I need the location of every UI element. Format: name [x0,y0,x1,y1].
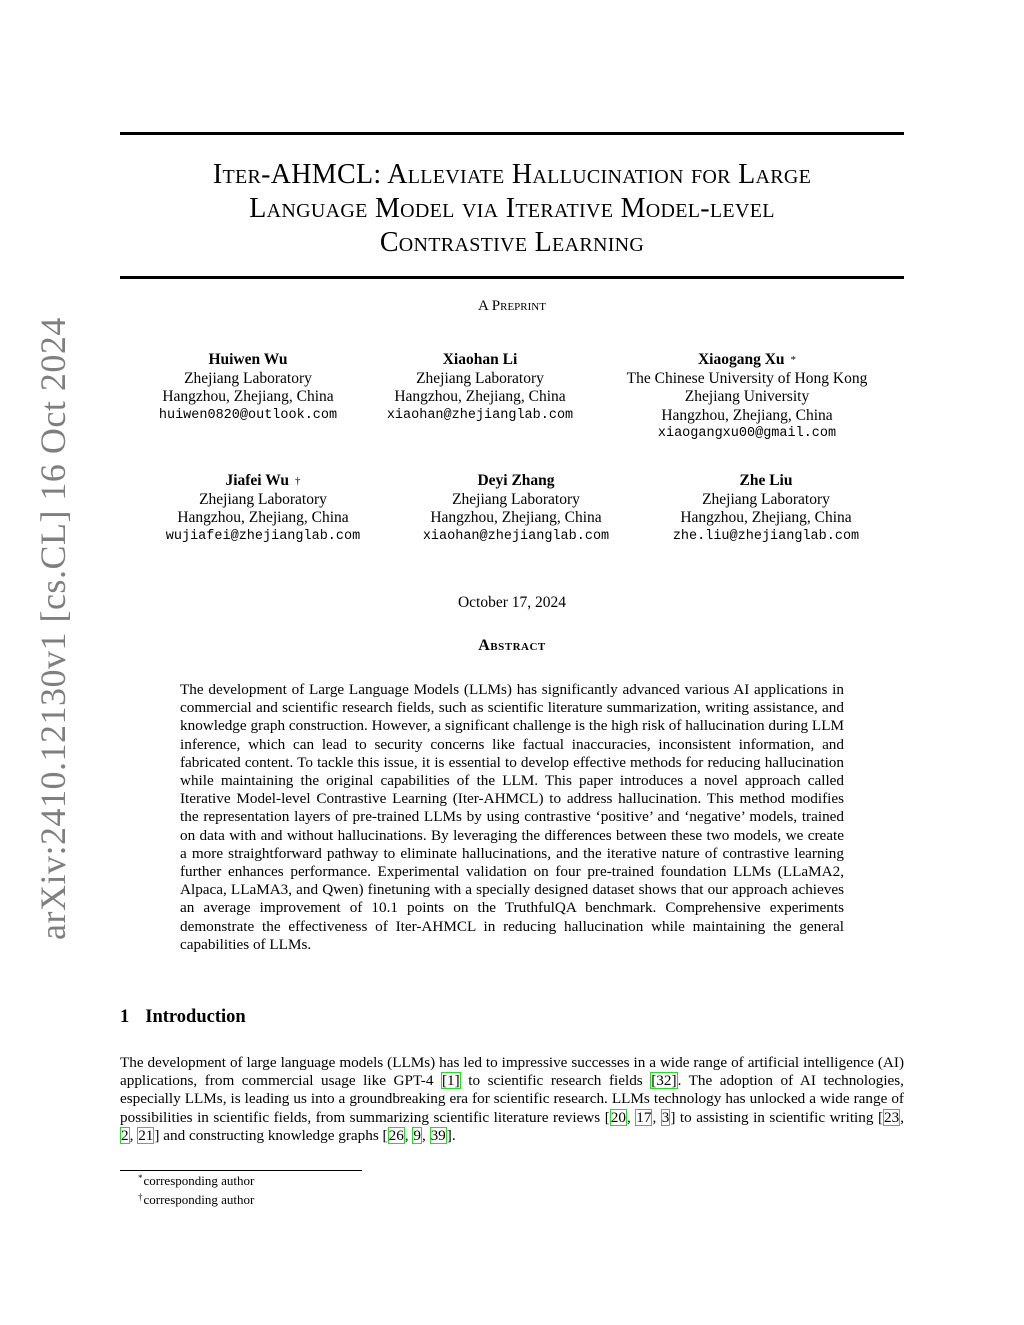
author-affiliation: Hangzhou, Zhejiang, China [680,509,852,526]
author-block [370,351,590,425]
intro-paragraph: The development of large language models (LLMs) has led to impressive successes in a wide range of artificial intelligence (AI) applications, from commercial usage like GPT-4 [1] to scientific research fields [32]. The adoption of AI technologies, especially LLMs, is leading us into a groundbreaking era for scientific research. LLMs technology has unlocked a wide range of possibilities in scientific fields, from summarizing scientific literature reviews [20, 17, 3] to assisting in scientific writing [23, 2, 21] and constructing knowledge graphs [26, 9, 39]. [120,1054,904,1144]
author-email: huiwen0820@outlook.com [158,407,338,423]
author-affiliation: Hangzhou, Zhejiang, China [661,406,833,424]
section-number: 1 [120,1007,130,1027]
citation-link[interactable]: 26 [388,1126,404,1144]
footnote [138,1192,254,1208]
author-email: zhe.liu@zhejianglab.com [672,528,860,544]
author-block [148,472,378,546]
author-mark: * [790,354,797,366]
title-line-2: Language Model via Iterative Model-level [249,193,775,224]
footnote-mark: † [138,1192,143,1202]
author-block [401,472,631,546]
citation-link[interactable]: 21 [138,1126,154,1144]
title-bottom-rule [120,276,904,279]
author-affiliation: Hangzhou, Zhejiang, China [430,509,602,526]
citation-link[interactable]: 20 [610,1108,626,1126]
abstract-text: The development of Large Language Models (LLMs) has significantly advanced various AI applications in commercial and scientific research fields, such as scientific literature summarization, writing assistance, and knowledge graph construction. However, a significant challenge is the high risk of hallucination during LLM inference, which can lead to security concerns like factual inaccuracies, inconsistent information, and fabricated content. To tackle this issue, it is essential to develop effective methods for reducing hallucination while maintaining the original capabilities of the LLM. This paper introduces a novel approach called Iterative Model-level Contrastive Learning (Iter-AHMCL) to address hallucination. This method modifies the representation layers of pre-trained LLMs by using contrastive ‘positive’ and ‘negative’ models, trained on data with and without hallucinations. By leveraging the differences between these two models, we create a more straightforward pathway to eliminate hallucinations, and the iterative nature of contrastive learning further enhances performance. Experimental validation on four pre-trained foundation LLMs (LLaMA2, Alpaca, LLaMA3, and Qwen) finetuning with a specially designed dataset shows that our approach achieves an average improvement of 10.1 points on the TruthfulQA benchmark. Comprehensive experiments demonstrate the effectiveness of Iter-AHMCL in reducing hallucination while maintaining the general capabilities of LLMs. [180,681,844,953]
title-line-3: Contrastive Learning [379,227,645,258]
author-name: Xiaogang Xu [697,351,785,368]
citation-link[interactable]: 3 [661,1108,670,1126]
author-affiliation: Zhejiang Laboratory [702,490,830,508]
author-name: Huiwen Wu [208,351,288,368]
author-name: Deyi Zhang [477,472,555,489]
author-name: Jiafei Wu [225,472,290,489]
title-line-1: Iter-AHMCL: Alleviate Hallucination for Large [212,159,812,190]
publication-date: October 17, 2024 [457,594,567,611]
footnote-mark: * [138,1173,143,1183]
preprint-label: A Preprint [478,298,546,314]
abstract-heading: Abstract [478,637,546,654]
author-affiliation: Zhejiang Laboratory [199,490,327,508]
author-email: xiaohan@zhejianglab.com [386,407,574,423]
author-affiliation: The Chinese University of Hong Kong [626,369,868,387]
intro-text: ] to assisting in scientific writing [ [670,1108,884,1126]
author-name: Zhe Liu [739,472,793,489]
citation-link[interactable]: [1] [441,1072,460,1090]
citation-link[interactable]: 23 [884,1108,900,1126]
intro-text: . The adoption of AI technologies, especially LLMs, is leading us into a groundbreaking era for scientific research. LLMs technology has unlocked a wide range of possibilities in scientific fields, from summarizing scientific literature reviews [ [120,1072,904,1126]
author-affiliation: Zhejiang University [684,388,810,405]
arxiv-stamp: arXiv:2410.12130v1 [cs.CL] 16 Oct 2024 [33,317,73,940]
author-block [143,351,353,425]
citation-link[interactable]: 17 [636,1108,652,1126]
author-affiliation: Zhejiang Laboratory [452,490,580,508]
author-affiliation: Hangzhou, Zhejiang, China [162,388,334,405]
author-affiliation: Hangzhou, Zhejiang, China [177,509,349,526]
author-email: xiaohan@zhejianglab.com [422,528,610,544]
citation-link[interactable]: 2 [121,1126,129,1144]
author-affiliation: Zhejiang Laboratory [416,369,544,387]
author-email: xiaogangxu00@gmail.com [657,426,837,441]
citation-link[interactable]: 39 [430,1126,446,1144]
footnote-rule [120,1170,362,1171]
footnote [138,1173,254,1189]
author-affiliation: Zhejiang Laboratory [184,369,312,387]
intro-text: ]. [446,1126,456,1144]
intro-text: ] and constructing knowledge graphs [ [154,1126,388,1144]
paper-title [120,158,904,260]
author-affiliation: Hangzhou, Zhejiang, China [394,388,566,405]
title-top-rule [120,132,904,135]
author-mark: † [295,475,301,487]
footnote-text: corresponding author [143,1173,255,1188]
citation-link[interactable]: [32] [651,1072,677,1090]
citation-link[interactable]: 9 [413,1126,421,1144]
author-block [651,472,881,546]
section-title: Introduction [145,1007,246,1027]
author-name: Xiaohan Li [442,351,518,368]
intro-text: The development of large language models (LLMs) has led to impressive successes in a wide range of artificial intelligence (AI) applications, from commercial usage like GPT-4 [120,1054,904,1090]
intro-text: to scientific research fields [460,1072,651,1090]
author-block [610,351,884,444]
footnote-text: corresponding author [143,1192,255,1207]
section-heading [120,1007,246,1028]
author-email: wujiafei@zhejianglab.com [165,528,361,544]
